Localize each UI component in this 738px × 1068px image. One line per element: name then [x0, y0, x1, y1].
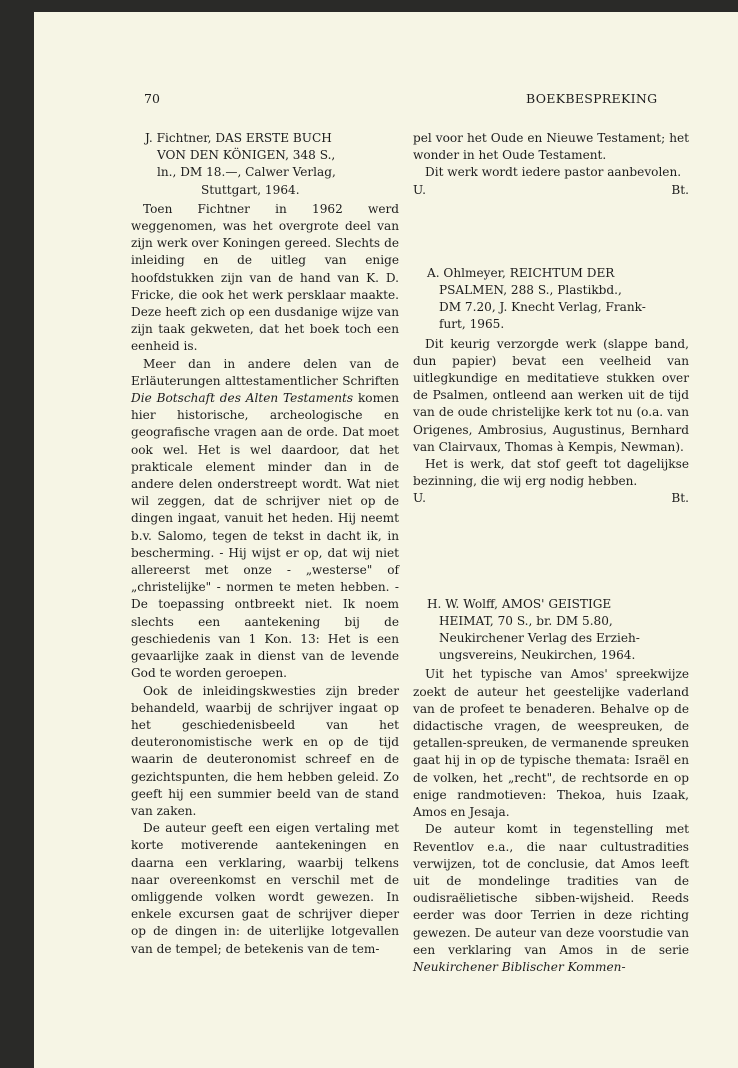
page-number: 70: [144, 91, 160, 106]
reviewer-signature: [413, 490, 689, 507]
paragraph: pel voor het Oude en Nieuwe Testament; het wonder in het Oude Testament.: [413, 131, 689, 163]
review-heading-fichtner: [131, 130, 399, 199]
signature-initial: U.: [413, 182, 426, 197]
italic-title: Neukirchener Biblischer Kommen-: [413, 959, 626, 974]
heading-line: HEIMAT, 70 S., br. DM 5.80,: [439, 613, 613, 628]
review-heading-wolff: [413, 596, 689, 665]
heading-line: Stuttgart, 1964.: [201, 182, 300, 197]
paragraph: Dit werk wordt iedere pastor aanbevolen.: [425, 165, 682, 180]
paragraph: Ook de inleidingskwesties zijn breder behandeld, waarbij de schrijver ingaat op het geschiedenisbeeld van het deuteronomistische werk en op de tijd waarin de deuteronomist schreef en de gezichtspunten, die hem hebben geleid. Zo geeft hij een summier beeld van de stand van zaken.: [131, 683, 399, 818]
review-heading-ohlmeyer: [413, 265, 689, 334]
right-column: [413, 130, 689, 976]
paragraph: [131, 356, 399, 683]
heading-line: Neukirchener Verlag des Erzieh-: [439, 631, 640, 646]
spacer: [413, 508, 689, 596]
paragraph-text: Meer dan in andere delen van de Erläuterungen alttestamentlicher Schriften: [131, 356, 399, 388]
heading-line: J. Fichtner, DAS ERSTE BUCH: [145, 131, 332, 145]
paragraph: De auteur geeft een eigen vertaling met korte motiverende aantekeningen en daarna een verklaring, waarbij telkens naar overeenkomst en verschil met de omliggende volken wordt gewezen. In enkele excursen gaat de schrijver dieper op de dingen in: de uiterlijke lotgevallen van de tempel; de betekenis van de tem-: [131, 821, 399, 956]
heading-line: ungsvereins, Neukirchen, 1964.: [439, 648, 636, 663]
heading-line: DM 7.20, J. Knecht Verlag, Frank-: [439, 300, 646, 315]
running-header: BOEKBESPREKING: [526, 91, 658, 106]
paragraph: Dit keurig verzorgde werk (slappe band, dun papier) bevat een veelheid van uitlegkundige en meditatieve stukken over de Psalmen, ontleend aan werken uit de tijd van de oude christelijke kerk tot nu (o.a. van Origenes, Ambrosius, Augustinus, Bernhard van Clairvaux, Thomas à Kempis, Newman).: [413, 336, 689, 454]
italic-title: Die Botschaft des Alten Testaments: [131, 391, 354, 406]
paragraph-text: komen hier historische, archeologische en geografische vragen aan de orde. Dat moet ook wel. Het is wel daardoor, dat het prakticale element minder dan in de andere delen onderstreept wordt. Wat niet wil zeggen, dat de schrijver niet op de dingen ingaat, vanuit het heden. Hij neemt b.v. Salomo, tegen de tekst in dacht ik, in bescherming. - Hij wijst er op, dat wij niet allereerst met onze - „westerse" of „christelijke" - normen te meten hebben. - De toepassing ontbreekt niet. Ik noem slechts een aantekening bij de geschiedenis van 1 Kon. 13: Het is een gevaarlijke zaak in dienst van de levende God te worden geroepen.: [131, 391, 399, 681]
paragraph: Toen Fichtner in 1962 werd weggenomen, was het overgrote deel van zijn werk over Koningen gereed. Slechts de inleiding en de uitleg van enige hoofdstukken zijn van de hand van K. D. Fricke, die ook het werk persklaar maakte. Deze heeft zich op een dusdanige wijze van zijn taak gekweten, dat het boek toch een eenheid is.: [131, 201, 399, 354]
scan-border: [34, 8, 738, 12]
paragraph: [413, 821, 689, 976]
heading-line: A. Ohlmeyer, REICHTUM DER: [427, 265, 615, 280]
left-column: [131, 130, 399, 958]
heading-line: PSALMEN, 288 S., Plastikbd.,: [439, 283, 622, 298]
spacer: [413, 199, 689, 265]
paragraph-text: De auteur komt in tegenstelling met Reventlov e.a., die naar cultustradities verwijzen, tot de conclusie, dat Amos leeft uit de mondelinge tradities van de oudisraëlietische sibben-wijsheid. Reeds eerder was door Terrien in deze richting gewezen. De auteur van deze voorstudie van een verklaring van Amos in de serie: [413, 822, 689, 957]
signature-reviewer: Bt.: [671, 182, 689, 197]
signature-initial: U.: [413, 491, 426, 506]
heading-line: VON DEN KÖNIGEN, 348 S.,: [157, 148, 336, 163]
reviewer-signature: [413, 182, 689, 199]
scanned-page: [34, 8, 738, 1068]
paragraph: Uit het typische van Amos' spreekwijze zoekt de auteur het geestelijke vaderland van de profeet te benaderen. Behalve op de didactische vragen, de weespreuken, de getallen-spreuken, de vermanende spreuken gaat hij in op de typische themata: Israël en de volken, het „recht", de rechtsorde en op enige randmotieven: Thekoa, huis Izaak, Amos en Jesaja.: [413, 667, 689, 820]
heading-line: H. W. Wolff, AMOS' GEISTIGE: [427, 596, 612, 611]
paragraph: Het is werk, dat stof geeft tot dagelijkse bezinning, die wij erg nodig hebben.: [413, 457, 689, 489]
heading-line: furt, 1965.: [439, 317, 505, 332]
heading-line: ln., DM 18.—, Calwer Verlag,: [157, 165, 336, 180]
signature-reviewer: Bt.: [671, 491, 689, 506]
